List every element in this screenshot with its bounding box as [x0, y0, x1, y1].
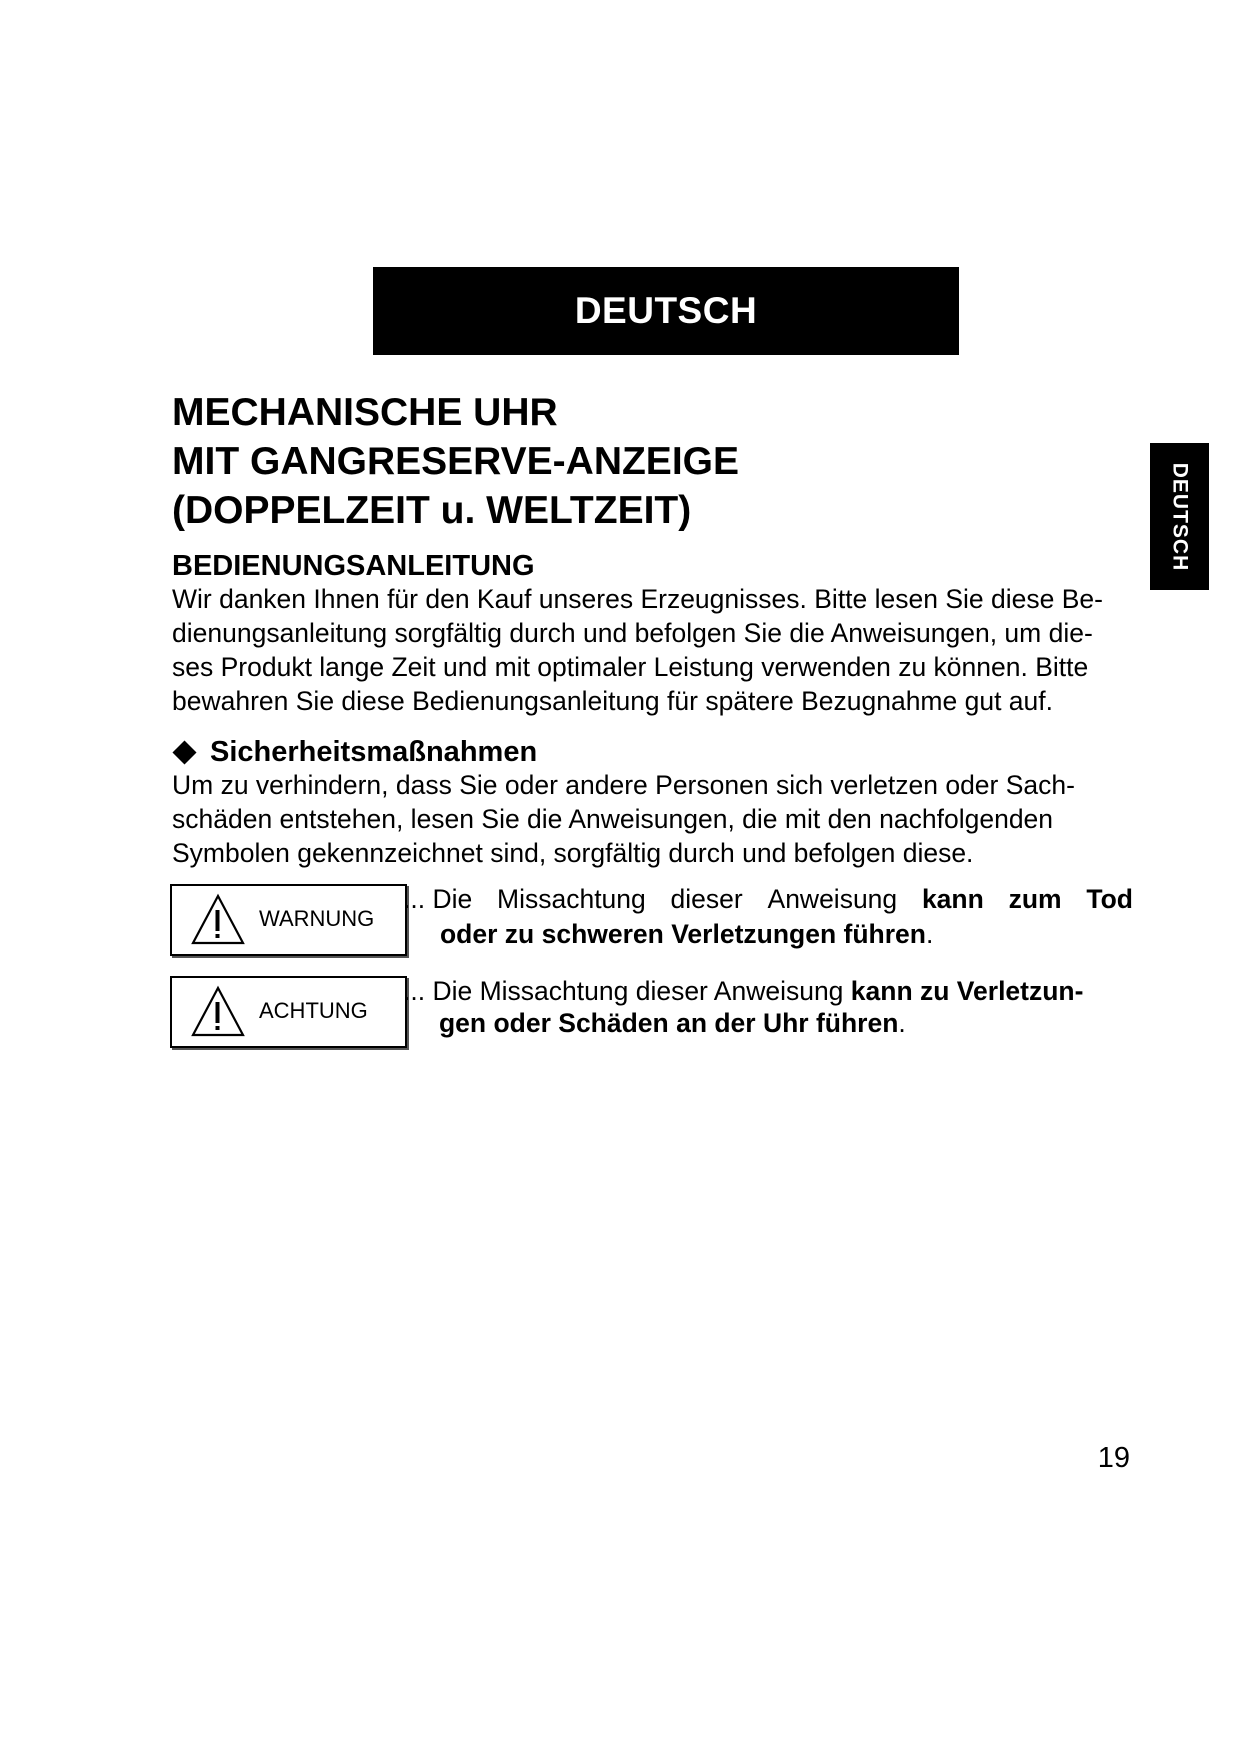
paragraph-line: Symbolen gekennzeichnet sind, sorgfältig durch und befolgen diese.	[172, 838, 974, 868]
title-line-3: (DOPPELZEIT u. WELTZEIT)	[172, 489, 692, 532]
manual-intro-paragraph	[172, 582, 1142, 718]
paragraph-line: schäden entstehen, lesen Sie die Anweisungen, die mit den nachfolgenden	[172, 804, 1054, 834]
warning-word: ... Die	[403, 884, 473, 914]
caution-label: ACHTUNG	[259, 998, 368, 1023]
document-title	[172, 388, 1072, 535]
warning-triangle-icon	[190, 892, 246, 948]
paragraph-line: bewahren Sie diese Bedienungsanleitung für spätere Bezugnahme gut auf.	[172, 686, 1054, 716]
warning-consequence: oder zu schweren Verletzungen führen	[440, 919, 926, 949]
paragraph-line: Um zu verhindern, dass Sie oder andere Personen sich verletzen oder Sach-	[172, 770, 1075, 800]
warning-word-bold: kann	[921, 884, 984, 914]
side-tab-label: DEUTSCH	[1168, 462, 1192, 571]
warning-label: WARNUNG	[259, 906, 375, 931]
warning-word: dieser	[670, 884, 743, 914]
warning-period: .	[925, 919, 934, 949]
warning-description	[403, 882, 1133, 951]
title-line-1: MECHANISCHE UHR	[172, 391, 558, 434]
caution-period: .	[898, 1008, 906, 1038]
warning-word-bold: zum	[1008, 884, 1062, 914]
warning-word: Missachtung	[497, 884, 646, 914]
caution-bold: kann zu Verletzun-	[850, 976, 1084, 1006]
caution-prefix: ... Die Missachtung dieser Anweisung	[403, 976, 851, 1006]
page-number: 19	[1097, 1442, 1130, 1474]
language-side-tab	[1150, 443, 1209, 590]
caution-symbol-box	[170, 976, 407, 1048]
safety-paragraph	[172, 768, 1142, 870]
title-line-2: MIT GANGRESERVE-ANZEIGE	[172, 440, 740, 483]
language-banner-label: DEUTSCH	[574, 290, 758, 331]
paragraph-line: Wir danken Ihnen für den Kauf unseres Erzeugnisses. Bitte lesen Sie diese Be-	[172, 584, 1103, 614]
safety-heading	[172, 735, 537, 769]
caution-triangle-icon	[190, 984, 246, 1040]
caution-consequence: gen oder Schäden an der Uhr führen	[439, 1008, 899, 1038]
diamond-bullet-icon	[172, 740, 196, 764]
warning-word: Anweisung	[767, 884, 898, 914]
warning-symbol-box	[170, 884, 407, 956]
manual-heading: BEDIENUNGSANLEITUNG	[172, 550, 535, 582]
caution-description	[403, 974, 1133, 1040]
paragraph-line: dienungsanleitung sorgfältig durch und befolgen Sie die Anweisungen, um die-	[172, 618, 1093, 648]
paragraph-line: ses Produkt lange Zeit und mit optimaler Leistung verwenden zu können. Bitte	[172, 652, 1089, 682]
safety-heading-label: Sicherheitsmaßnahmen	[210, 736, 538, 768]
language-banner	[373, 267, 959, 355]
warning-word-bold: Tod	[1086, 884, 1133, 914]
